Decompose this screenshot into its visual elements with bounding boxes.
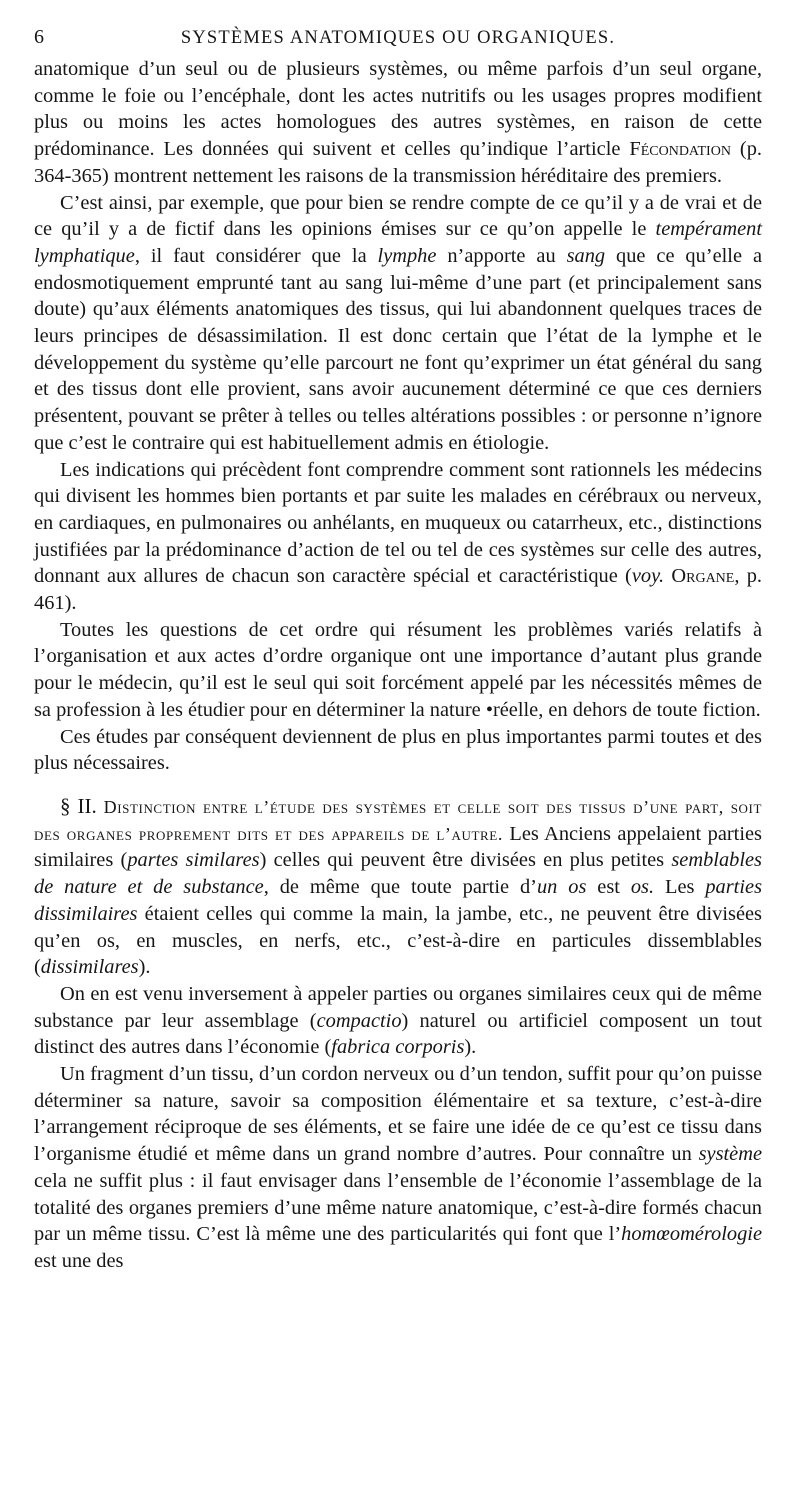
running-title: SYSTÈMES ANATOMIQUES OU ORGANIQUES. [180, 28, 616, 48]
section-gap [34, 777, 762, 793]
paragraph-2: C’est ainsi, par exemple, que pour bien se rendre compte de ce qu’il y a de vrai et de ce qu’il y a de fictif dans les opinions émises sur ce qu’on appelle le tempérament lymphatique, il faut considérer que la lymphe n’apporte au sang que ce qu’elle a endosmotiquement emprunté tant au sang lui-même d’une part (et principalement sans doute) qu’aux éléments anatomiques des tissus, qui lui abandonnent quelques traces de leurs principes de désassimilation. Il est donc certain que l’état de la lymphe et le développement du système qu’elle parcourt ne font qu’exprimer un état général du sang et des tissus dont elle provient, sans avoir aucunement déterminé ce que ces derniers présentent, pouvant se prêter à telles ou telles altérations possibles : or personne n’ignore que c’est le contraire qui est habituellement admis en étiologie. [34, 191, 762, 454]
paragraph-5: Ces études par conséquent deviennent de plus en plus importantes parmi toutes et des plus nécessaires. [34, 725, 762, 775]
bleed-through-marks [280, 1470, 750, 1476]
section-heading: Distinction entre l’étude des systèmes et celle soit des tissus d’une part, soit des organes proprement dits et des appareils de l’autre. [34, 796, 762, 844]
paragraph-4: Toutes les questions de cet ordre qui résument les problèmes variés relatifs à l’organisation et aux actes d’ordre organique ont une importance d’autant plus grande pour le médecin, qu’il est le seul qui soit forcément appelé par les nécessités mêmes de sa profession à les étudier pour en déterminer la nature •réelle, en dehors de toute fiction. [34, 618, 762, 721]
page-number: 6 [34, 26, 44, 48]
paragraph-8: Un fragment d’un tissu, d’un cordon nerveux ou d’un tendon, suffit pour qu’on puisse déterminer sa nature, savoir sa composition élémentaire et sa texture, c’est-à-dire l’arrangement réciproque de ses éléments, et se faire une idée de ce qu’est ce tissu dans l’organisme étudié et même dans un grand nombre d’autres. Pour connaître un système cela ne suffit plus : il faut envisager dans l’ensemble de l’économie l’assemblage de la totalité des organes premiers d’une même nature anatomique, c’est-à-dire formés chacun par un même tissu. C’est là même une des particularités qui font que l’homœomérologie est une des [34, 1063, 762, 1272]
small-caps-ref: Fécondation [629, 138, 731, 161]
running-head [34, 26, 762, 56]
paragraph-1: anatomique d’un seul ou de plusieurs systèmes, ou même parfois d’un seul organe, comme le foie ou l’encéphale, dont les actes nutritifs ou les usages propres modifient plus ou moins les actes homologues des autres systèmes, en raison de cette prédominance. Les données qui suivent et celles qu’indique l’article Fécondation (p. 364-365) montrent nettement les raisons de la transmission héréditaire des premiers. [34, 58, 762, 187]
small-caps-ref: Organe [671, 565, 735, 588]
paragraph-3: Les indications qui précèdent font comprendre comment sont rationnels les médecins qui divisent les hommes bien portants et par suite les malades en cérébraux ou nerveux, en cardiaques, en pulmonaires ou anhélants, en muqueux ou catarrheux, etc., distinctions justifiées par la prédominance d’action de tel ou tel de ces systèmes sur celle des autres, donnant aux allures de chacun son caractère spécial et caractéristique (voy. Organe, p. 461). [34, 458, 762, 615]
section-paragraph: § II. Distinction entre l’étude des systèmes et celle soit des tissus d’une part, soit des organes proprement dits et des appareils de l’autre. Les Anciens appelaient parties similaires (partes similares) celles qui peuvent être divisées en plus petites semblables de nature et de substance, de même que toute partie d’un os est os. Les parties dissimilaires étaient celles qui comme la main, la jambe, etc., ne peuvent être divisées qu’en os, en muscles, en nerfs, etc., c’est-à-dire en particules dissemblables (dissimilares). [34, 793, 763, 979]
section-number: § II. [60, 793, 97, 818]
book-page [34, 26, 762, 1275]
paragraph-7: On en est venu inversement à appeler parties ou organes similaires ceux qui de même substance par leur assemblage (compactio) naturel ou artificiel composent un tout distinct des autres dans l’économie (fabrica corporis). [34, 982, 763, 1059]
